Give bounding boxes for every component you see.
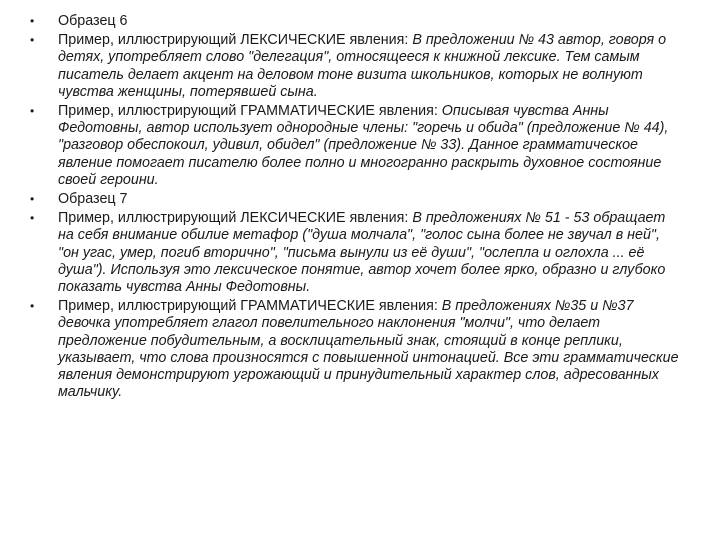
heading-sample-7 [30,191,680,208]
bullet-icon: • [30,104,35,119]
bullet-icon: • [30,192,35,207]
example-text: В предложении № 43 автор, говоря о детях, употребляет слово "делегация", относящееся к книжной лексике. Тем самым писатель делает акцент на деловом тоне визита школьников, которых не волнуют чувства женщины, потерявшей сына. [58,32,667,100]
example-lead: Пример, иллюстрирующий ЛЕКСИЧЕСКИЕ явления: [58,32,413,49]
example-lead: Пример, иллюстрирующий ГРАММАТИЧЕСКИЕ явления: [58,103,442,120]
bullet-icon: • [30,14,35,28]
heading-text: Образец 7 [58,191,128,208]
example-grammatical-7 [30,298,680,401]
bullet-icon: • [30,33,35,48]
example-lexical-7 [30,210,680,296]
example-text: В предложениях № 51 - 53 обращает на себя внимание обилие метафор ("душа молчала", "голос сына более не звучал в ней", "он угас, умер, погиб вторично", "письма вынули из её души", "ослепла и оглохла ... её душа"). Используя это лексическое понятие, автор хочет более ярко, образно и глубоко показать чувства Анны Федотовны. [58,210,666,296]
bullet-icon: • [30,211,35,226]
heading-text: Образец 6 [58,13,128,29]
bullet-list [30,13,680,401]
example-lead: Пример, иллюстрирующий ГРАММАТИЧЕСКИЕ явления: [58,298,442,315]
example-lead: Пример, иллюстрирующий ЛЕКСИЧЕСКИЕ явления: [58,210,413,227]
example-lexical-6 [30,32,680,101]
example-text: Описывая чувства Анны Федотовны, автор использует однородные члены: "горечь и обида" (предложение № 44), "разговор обеспокоил, удивил, обидел" (предложение № 33). Данное грамматическое явление помогает писателю более полно и многогранно раскрыть духовное состояние своей героини. [58,103,669,188]
bullet-icon: • [30,299,35,314]
example-grammatical-6 [30,103,680,189]
example-text: В предложениях №35 и №37 девочка употребляет глагол повелительного наклонения "молчи", что делает предложение побудительным, а восклицательный знак, стоящий в конце реплики, указывает, что слова произносятся с повышенной интонацией. Все эти грамматические явления демонстрируют угрожающий и принудительный характер слов, адресованных мальчику. [58,298,679,401]
heading-sample-6 [30,13,680,30]
